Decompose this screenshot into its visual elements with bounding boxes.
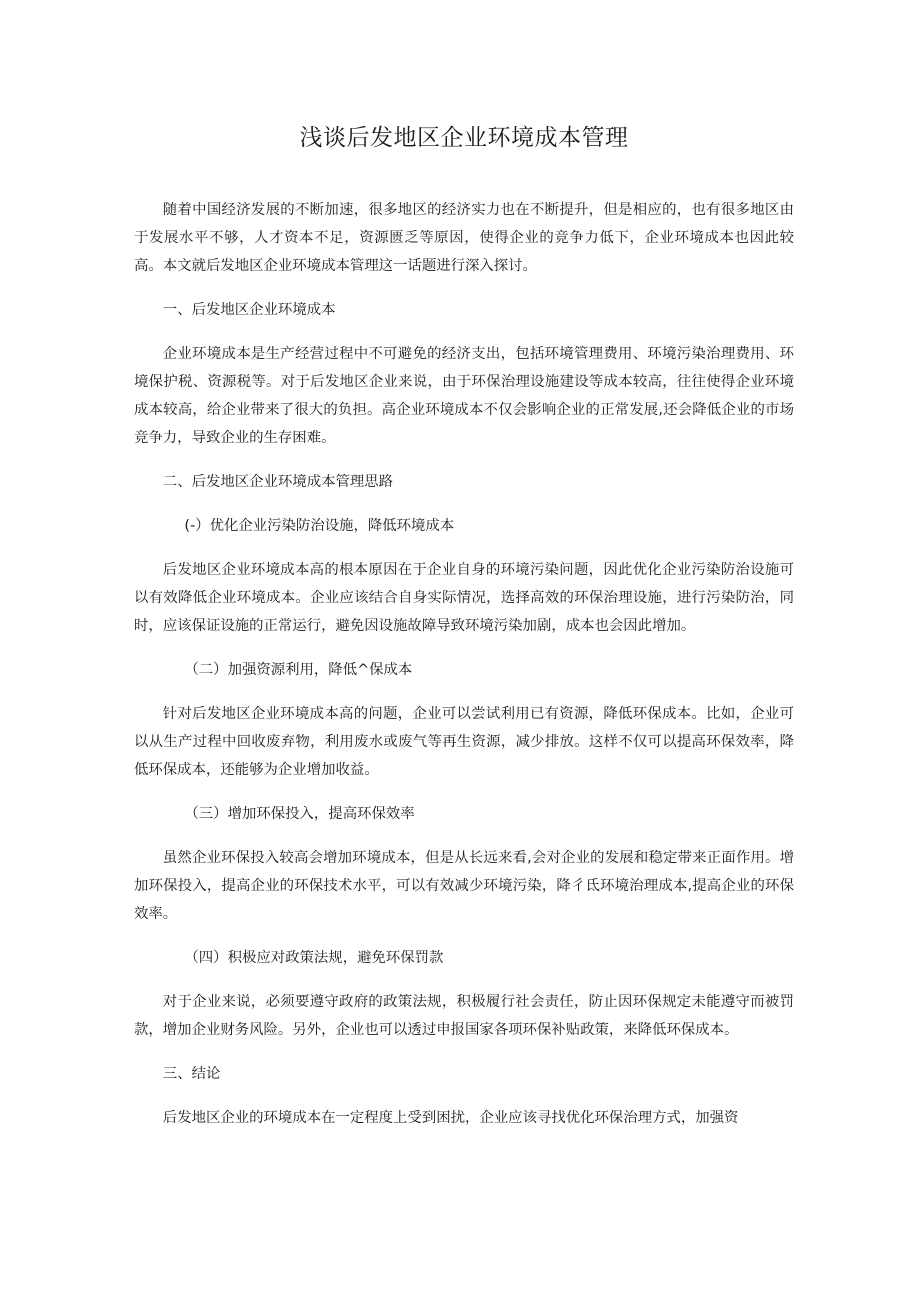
- subsection-heading-3: （三）增加环保投入，提高环保效率: [184, 806, 415, 822]
- paragraph-subsection-2: 针对后发地区企业环境成本高的问题，企业可以尝试利用已有资源，降低环保成本。比如，企业可以从生产过程中回收废弃物，利用废水或废气等再生资源，减少排放。这样不仅可以提高环保效率，降低环保成本，还能够为企业增加收益。: [134, 706, 794, 778]
- subsection-heading-2: （二）加强资源利用，降低^保成本: [184, 662, 413, 678]
- document-body: [134, 196, 794, 1148]
- paragraph-intro: 随着中国经济发展的不断加速，很多地区的经济实力也在不断提升，但是相应的，也有很多地区由于发展水平不够，人才资本不足，资源匮乏等原因，使得企业的竞争力低下，企业环境成本也因此较高。本文就后发地区企业环境成本管理这一话题进行深入探讨。: [134, 202, 794, 274]
- section-heading-1: 一、后发地区企业环境成本: [162, 302, 336, 318]
- section-heading-3: 三、结论: [162, 1066, 221, 1082]
- paragraph-subsection-3: 虽然企业环保投入较高会增加环境成本，但是从长远来看,会对企业的发展和稳定带来正面作用。增加环保投入，提高企业的环保技术水平，可以有效减少环境污染，降彳氐环境治理成本,提高企业的环保效率。: [134, 850, 794, 922]
- paragraph-section-1: 企业环境成本是生产经营过程中不可避免的经济支出，包括环境管理费用、环境污染治理费用、环境保护税、资源税等。对于后发地区企业来说，由于环保治理设施建设等成本较高，往往使得企业环境成本较高，给企业带来了很大的负担。高企业环境成本不仅会影响企业的正常发展,还会降低企业的市场竞争力，导致企业的生存困难。: [134, 346, 794, 446]
- subsection-heading-4: （四）积极应对政策法规，避免环保罚款: [184, 950, 444, 966]
- section-heading-2: 二、后发地区企业环境成本管理思路: [162, 474, 394, 490]
- paragraph-conclusion: 后发地区企业的环境成本在一定程度上受到困扰，企业应该寻找优化环保治理方式，加强资: [162, 1110, 739, 1126]
- document-title: 浅谈后发地区企业环境成本管理: [299, 125, 629, 151]
- subsection-heading-1: (-）优化企业污染防治设施，降低环境成本: [184, 518, 455, 534]
- paragraph-subsection-1: 后发地区企业环境成本高的根本原因在于企业自身的环境污染问题，因此优化企业污染防治设施可以有效降低企业环境成本。企业应该结合自身实际情况，选择高效的环保治理设施，进行污染防治，同时，应该保证设施的正常运行，避免因设施故障导致环境污染加剧，成本也会因此增加。: [134, 562, 794, 634]
- paragraph-subsection-4: 对于企业来说，必须要遵守政府的政策法规，积极履行社会责任，防止因环保规定未能遵守而被罚款，增加企业财务风险。另外，企业也可以透过申报国家各项环保补贴政策，来降低环保成本。: [134, 994, 794, 1038]
